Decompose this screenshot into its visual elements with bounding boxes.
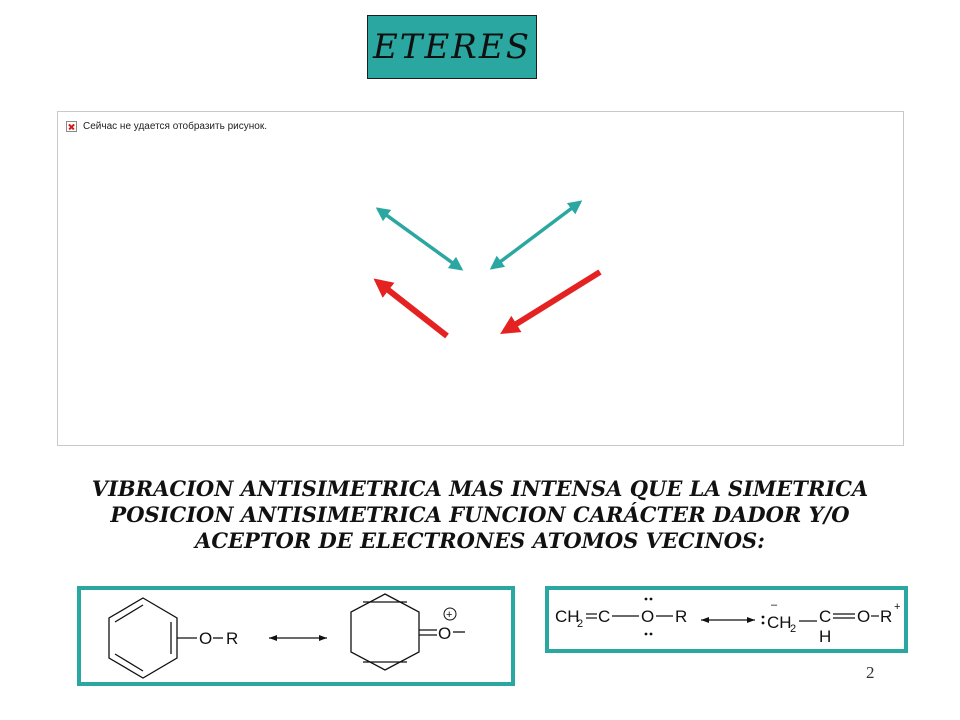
ch-group-b: CH (767, 613, 792, 632)
negative-charge: – (771, 599, 778, 611)
benzene-double-bond-1 (115, 605, 143, 622)
resonance-arrow-2-head-right (747, 617, 755, 623)
ch-subscript: 2 (577, 618, 584, 630)
caption (0, 476, 960, 554)
red-arrow-left (378, 282, 447, 336)
benzene-double-bond-3 (115, 654, 143, 671)
ch-subscript-b: 2 (790, 623, 797, 635)
slide-title: ETERES (372, 27, 532, 67)
o-atom-b: O (857, 607, 871, 626)
resonance-arrow-head-right (319, 635, 327, 641)
right-oxygen: O (438, 624, 452, 643)
lone-pair-top-1 (645, 598, 648, 601)
caption-line-1: VIBRACION ANTISIMETRICA MAS INTENSA QUE LA SIMETRICA (91, 476, 869, 501)
resonance-scheme-vinyl-ether (545, 586, 908, 653)
red-arrow-right (505, 272, 600, 331)
benzene-ring-left (109, 598, 177, 678)
quinoid-ring-right (351, 594, 419, 670)
left-r-group: R (226, 629, 239, 648)
carbanion-pair-2 (762, 622, 765, 625)
left-oxygen: O (199, 629, 213, 648)
resonance-arrow-head-left (269, 635, 277, 641)
r-group: R (675, 607, 688, 626)
c-atom-b: C (819, 607, 832, 626)
r-group-b: R (880, 607, 893, 626)
phenyl-ether-structures (81, 590, 511, 682)
page-number: 2 (866, 663, 875, 682)
teal-double-arrow-left (378, 209, 461, 269)
h-atom-b: H (819, 627, 832, 646)
vinyl-ether-structures (549, 590, 904, 649)
lone-pair-bottom-1 (645, 633, 648, 636)
broken-image-text: Сейчас не удается отобразить рисунок. (83, 121, 267, 132)
c-atom: C (598, 607, 611, 626)
caption-line-2: POSICION ANTISIMETRICA FUNCION CARÁCTER DADOR Y/O (110, 502, 850, 527)
resonance-arrow-2-head-left (701, 617, 709, 623)
positive-charge-b: + (894, 601, 901, 613)
positive-charge: + (446, 609, 453, 621)
ch-group: CH (555, 607, 580, 626)
caption-line-3: ACEPTOR DE ELECTRONES ATOMOS VECINOS: (195, 528, 765, 553)
lone-pair-bottom-2 (650, 633, 653, 636)
lone-pair-top-2 (650, 598, 653, 601)
resonance-scheme-phenyl-ether (77, 586, 515, 686)
o-atom: O (641, 607, 655, 626)
carbanion-pair-1 (762, 616, 765, 619)
teal-double-arrow-right (492, 202, 580, 268)
